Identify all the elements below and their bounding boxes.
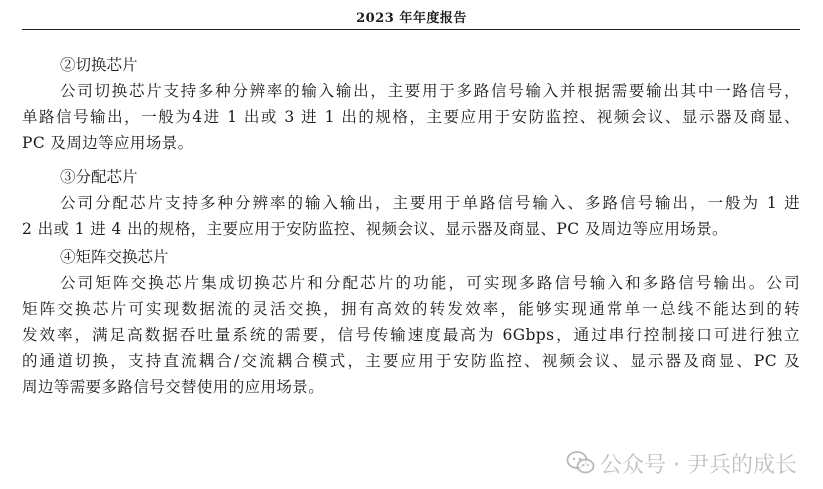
- section-matrix-chip: [22, 244, 800, 400]
- section-switch-chip: [22, 52, 800, 156]
- section-heading: ②切换芯片: [60, 56, 138, 74]
- wechat-icon: [566, 450, 596, 476]
- paragraph-line: 周边等需要多路信号交替使用的应用场景。: [22, 378, 325, 396]
- report-title: 2023 年年度报告: [356, 11, 467, 26]
- paragraph-line: 发效率，满足高数据吞吐量系统的需要，信号传输速度最高为 6Gbps，通过串行控制接口可进行独立: [22, 326, 800, 344]
- paragraph-line: 2 出或 1 进 4 出的规格，主要应用于安防监控、视频会议、显示器及商显、PC 及周边等应用场景。: [22, 220, 728, 238]
- section-heading: ④矩阵交换芯片: [60, 248, 169, 266]
- paragraph-line: 的通道切换，支持直流耦合/交流耦合模式，主要应用于安防监控、视频会议、显示器及商显、PC 及: [22, 352, 800, 370]
- paragraph: [22, 78, 800, 156]
- paragraph-line: 公司分配芯片支持多种分辨率的输入输出，主要用于单路信号输入、多路信号输出，一般为 1 进: [60, 194, 800, 212]
- paragraph: [22, 190, 800, 242]
- paragraph-line: PC 及周边等应用场景。: [22, 134, 194, 152]
- paragraph: [22, 270, 800, 400]
- document-body: [22, 52, 800, 400]
- paragraph-line: 公司切换芯片支持多种分辨率的输入输出，主要用于多路信号输入并根据需要输出其中一路信号，: [60, 82, 800, 100]
- watermark-text: 公众号 · 尹兵的成长: [600, 452, 797, 478]
- watermark: [566, 445, 797, 481]
- section-heading: ③分配芯片: [60, 168, 138, 186]
- paragraph-line: 单路信号输出，一般为4进 1 出或 3 进 1 出的规格，主要应用于安防监控、视频会议、显示器及商显、: [22, 108, 800, 126]
- paragraph-line: 矩阵交换芯片可实现数据流的灵活交换，拥有高效的转发效率，能够实现通常单一总线不能达到的转: [22, 300, 800, 318]
- header-divider: [22, 29, 800, 30]
- paragraph-line: 公司矩阵交换芯片集成切换芯片和分配芯片的功能，可实现多路信号输入和多路信号输出。公司: [60, 274, 800, 292]
- section-distribution-chip: [22, 164, 800, 242]
